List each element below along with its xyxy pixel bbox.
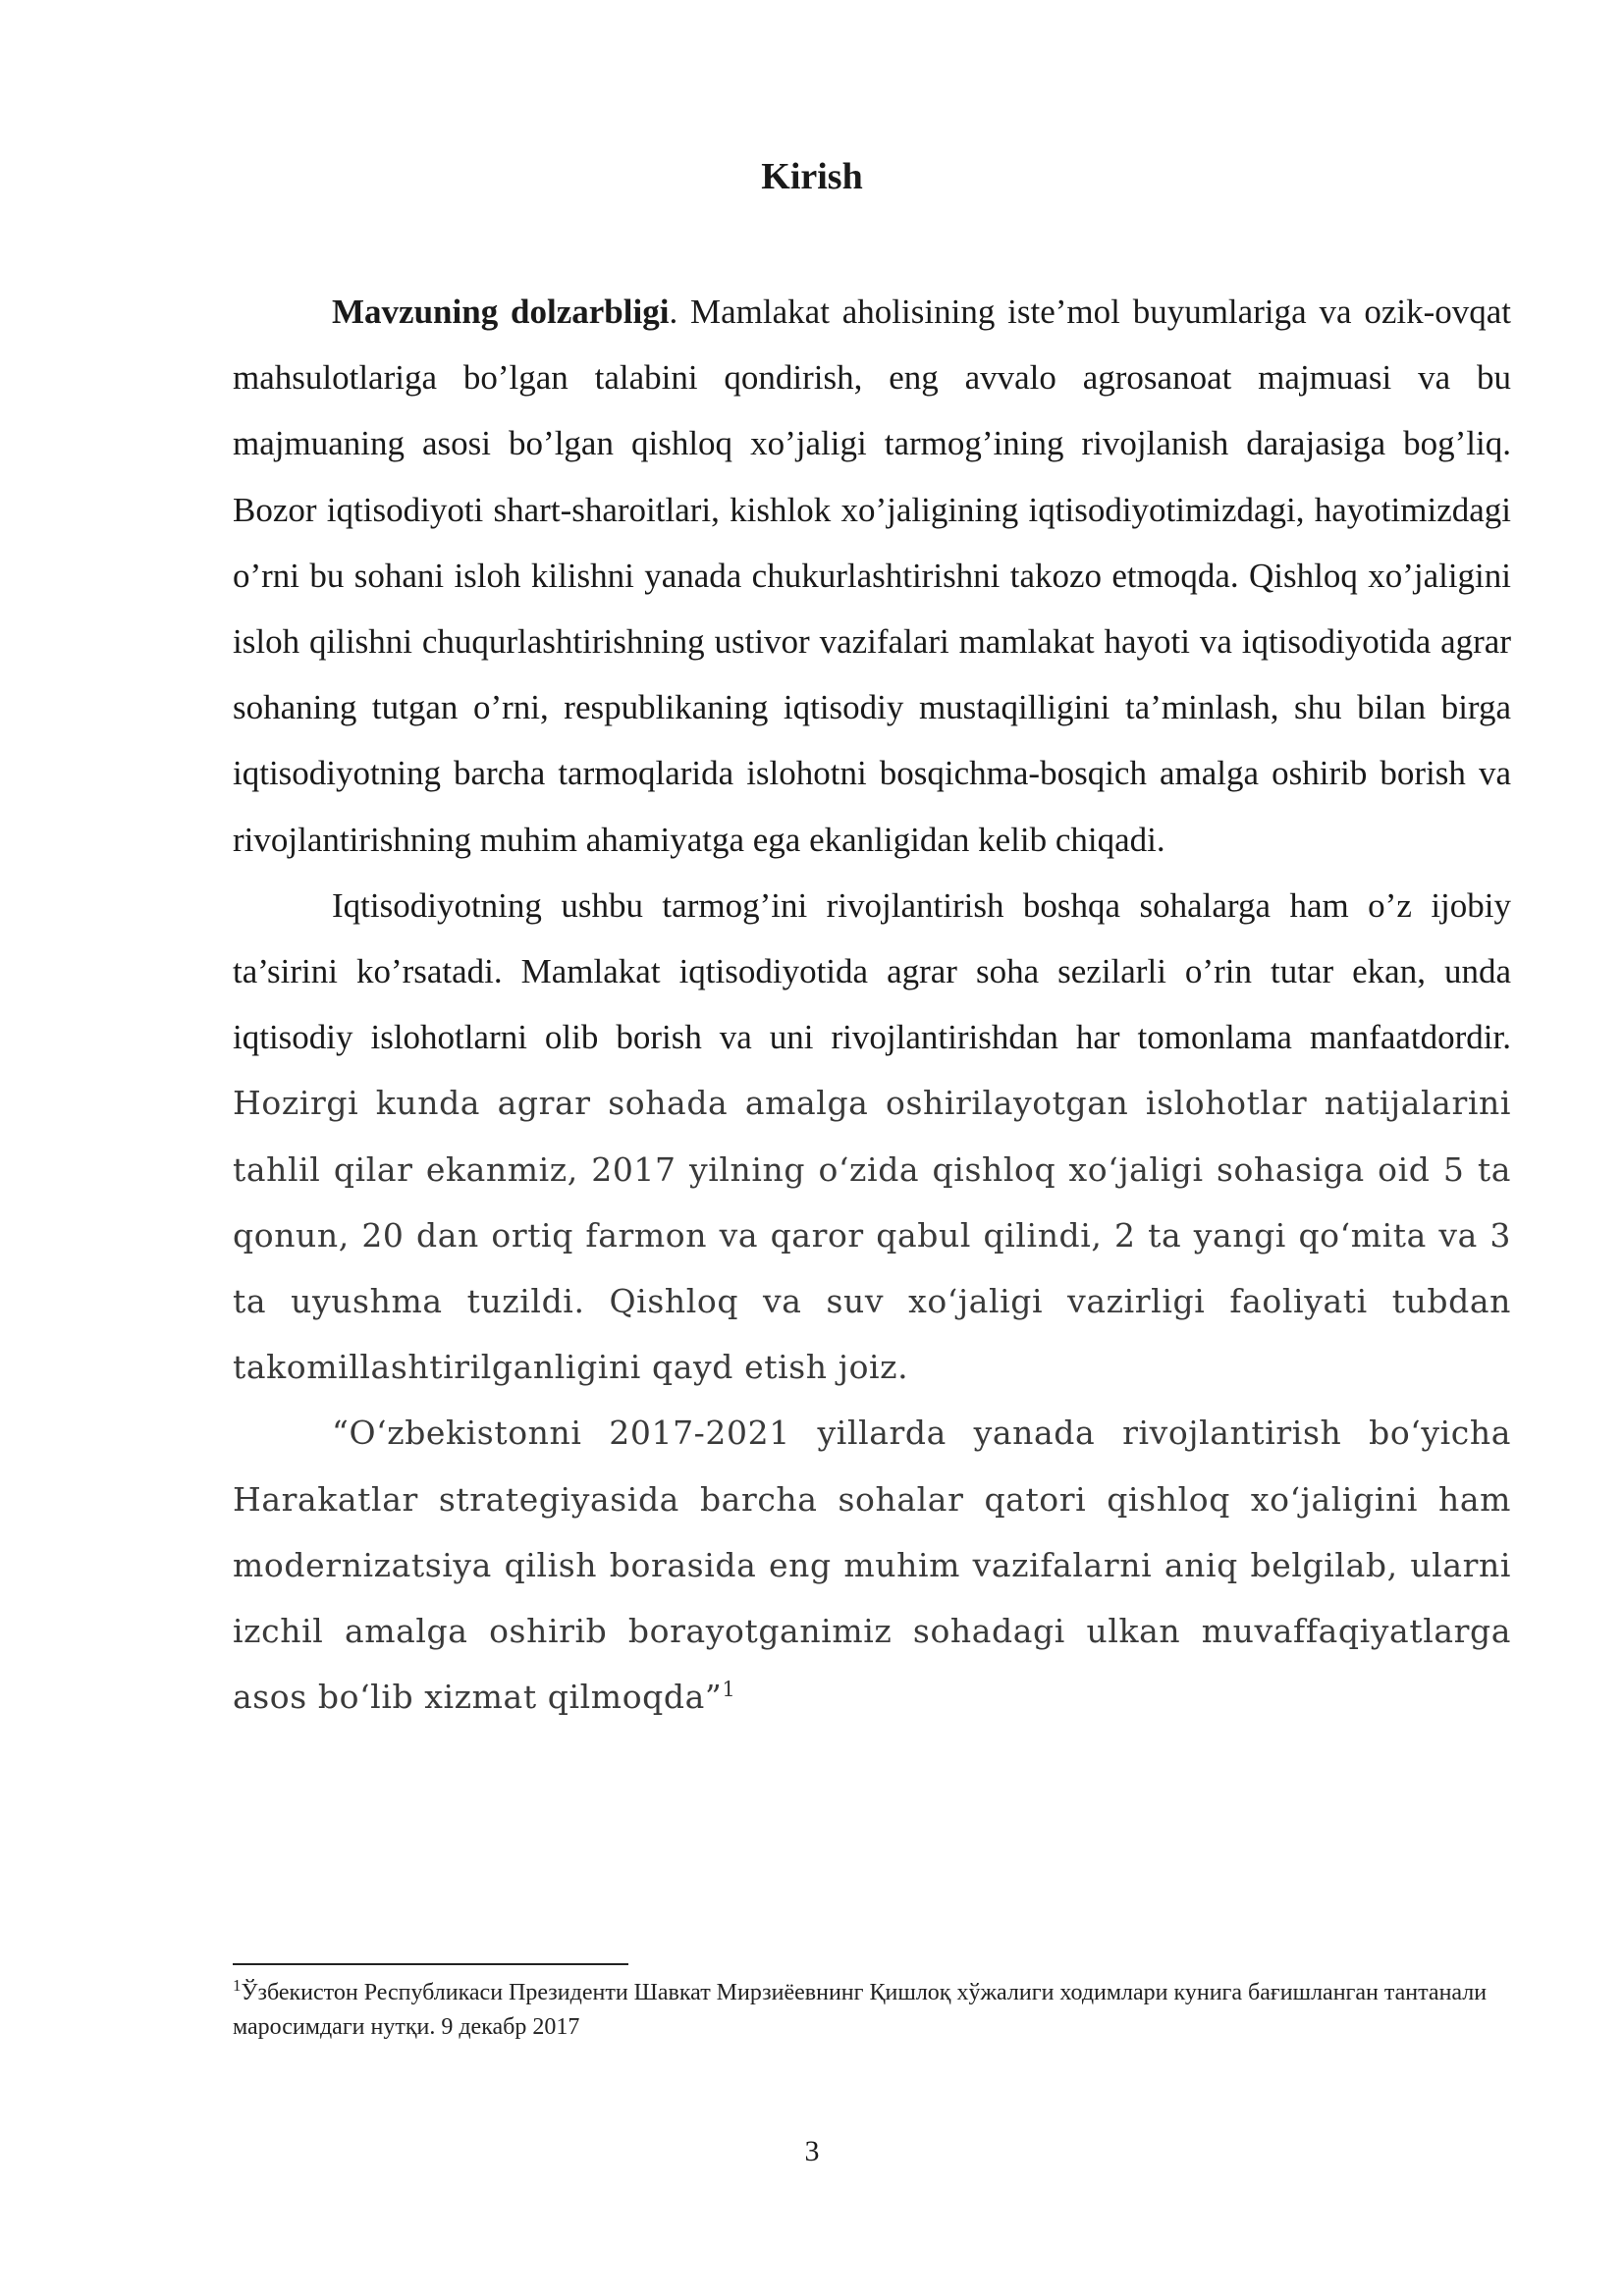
paragraph-text: Iqtisodiyotning ushbu tarmog’ini rivojlantirish boshqa sohalarga ham o’z ijobiy ta’sirini ko’rsatadi. Mamlakat iqtisodiyotida agrar soha sezilarli o’rin tutar ekan, unda iqtisodiy islohotlarni olib borish va uni rivojlantirishdan har tomonlama manfaatdordir.	[233, 885, 1511, 1057]
paragraph-lead: Mavzuning dolzarbligi	[332, 293, 670, 331]
footnote-text: Ўзбекистон Республикаси Президенти Шавкат Мирзиёевнинг Қишлоқ хўжалиги ходимлари кунига бағишланган тантанали маросимдаги нутқи. 9 декабр 2017	[233, 1980, 1488, 2040]
footnote	[233, 1976, 1511, 2045]
footnote-reference[interactable]: 1	[722, 1678, 736, 1702]
paragraph-text-reforms: Hozirgi kunda agrar sohada amalga oshirilayotgan islohotlar natijalarini tahlil qilar ekanmiz, 2017 yilning o‘zida qishloq xo‘jaligi sohasiga oid 5 ta qonun, 20 dan ortiq farmon va qaror qabul qilindi, 2 ta yangi qo‘mita va 3 ta uyushma tuzildi. Qishloq va suv xo‘jaligi vazirligi faoliyati tubdan takomillashtirilganligini qayd etish joiz.	[233, 1084, 1511, 1387]
footnote-marker: 1	[233, 1976, 242, 1995]
page-number: 3	[804, 2135, 820, 2167]
footnote-separator	[233, 1963, 628, 1965]
quote-text: “O‘zbekistonni 2017-2021 yillarda yanada rivojlantirish bo‘yicha Harakatlar strategiyasida barcha sohalar qatori qishloq xo‘jaligini ham modernizatsiya qilish borasida eng muhim vazifalarni aniq belgilab, ularni izchil amalga oshirib borayotganimiz sohadagi ulkan muvaffaqiyatlarga asos bo‘lib xizmat qilmoqda”	[233, 1414, 1511, 1717]
paragraph-quote	[233, 1400, 1511, 1730]
paragraph-relevance	[233, 279, 1511, 873]
paragraph-sector-impact	[233, 873, 1511, 1401]
body-text	[233, 279, 1511, 1730]
page-title: Kirish	[761, 156, 863, 197]
paragraph-text: . Mamlakat aholisining iste’mol buyumlariga va ozik-ovqat mahsulotlariga bo’lgan talabini qondirish, eng avvalo agrosanoat majmuasi va bu majmuaning asosi bo’lgan qishloq xo’jaligi tarmog’ining rivojlanish darajasiga bog’liq. Bozor iqtisodiyoti shart-sharoitlari, kishlok xo’jaligining iqtisodiyotimizdagi, hayotimizdagi o’rni bu sohani isloh kilishni yanada chukurlashtirishni takozo etmoqda. Qishloq xo’jaligini isloh qilishni chuqurlashtirishning ustivor vazifalari mamlakat hayoti va iqtisodiyotida agrar sohaning tutgan o’rni, respublikaning iqtisodiy mustaqilligini ta’minlash, shu bilan birga iqtisodiyotning barcha tarmoqlarida islohotni bosqichma-bosqich amalga oshirib borish va rivojlantirishning muhim ahamiyatga ega ekanligidan kelib chiqadi.	[233, 293, 1511, 859]
